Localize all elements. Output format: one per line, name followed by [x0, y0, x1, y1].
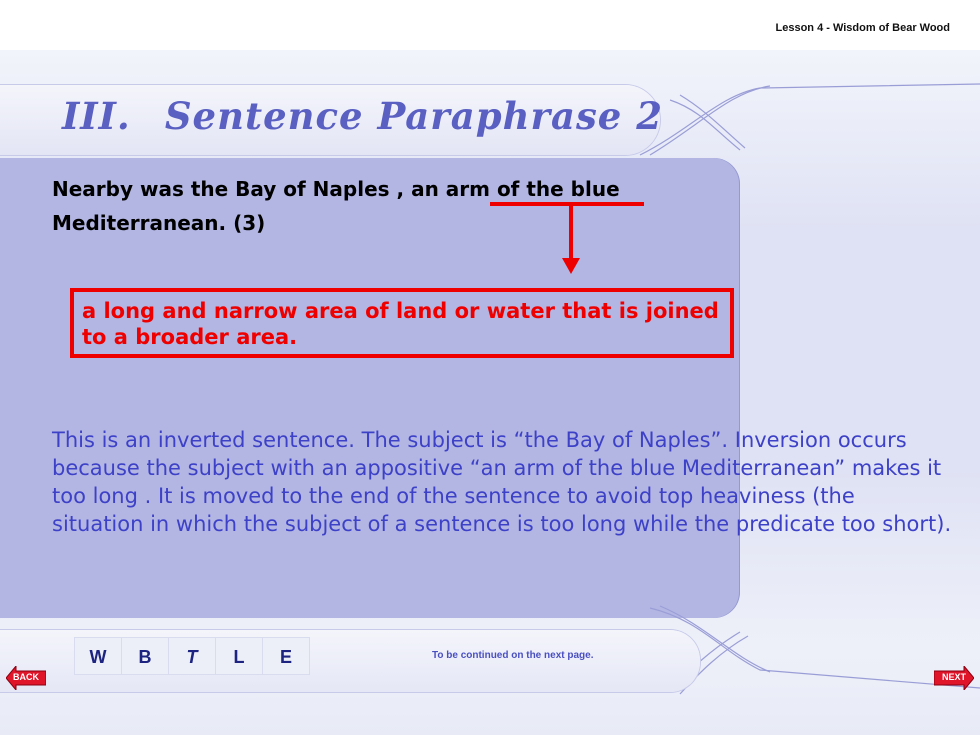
- section-title-text: Sentence Paraphrase 2: [164, 94, 663, 138]
- back-button[interactable]: [6, 666, 46, 690]
- original-sentence-part1: Nearby was the Bay of Naples ,: [52, 177, 412, 201]
- nav-letter-group: [74, 637, 309, 675]
- nav-button-e[interactable]: E: [262, 637, 310, 675]
- definition-text: a long and narrow area of land or water that is joined to a broader area.: [82, 299, 719, 349]
- continued-note: To be continued on the next page.: [432, 650, 594, 661]
- section-title: [62, 94, 663, 138]
- red-underline: [490, 202, 644, 206]
- back-button-label: BACK: [13, 672, 39, 682]
- next-button-label: NEXT: [941, 672, 966, 682]
- nav-button-w[interactable]: W: [74, 637, 122, 675]
- arrow-down-icon: [562, 258, 580, 274]
- lesson-title: Lesson 4 - Wisdom of Bear Wood: [775, 22, 950, 34]
- nav-button-l[interactable]: L: [215, 637, 263, 675]
- next-button[interactable]: [934, 666, 974, 690]
- original-sentence-part2: blue Mediterranean. (3): [52, 177, 620, 235]
- explanation-text: This is an inverted sentence. The subject is “the Bay of Naples”. Inversion occurs because the subject with an appositive “an arm of the blue Mediterranean” makes it too long . It is moved to the end of the sentence to avoid top heaviness (the situation in which the subject of a sentence is too long while the predicate too short).: [52, 428, 952, 536]
- original-sentence: [52, 172, 692, 240]
- definition-box: [70, 288, 734, 358]
- nav-button-b[interactable]: B: [121, 637, 169, 675]
- red-arrow-shaft: [569, 206, 573, 262]
- underlined-phrase: an arm of the: [411, 177, 564, 201]
- section-numeral: III.: [62, 94, 131, 138]
- nav-button-t[interactable]: T: [168, 637, 216, 675]
